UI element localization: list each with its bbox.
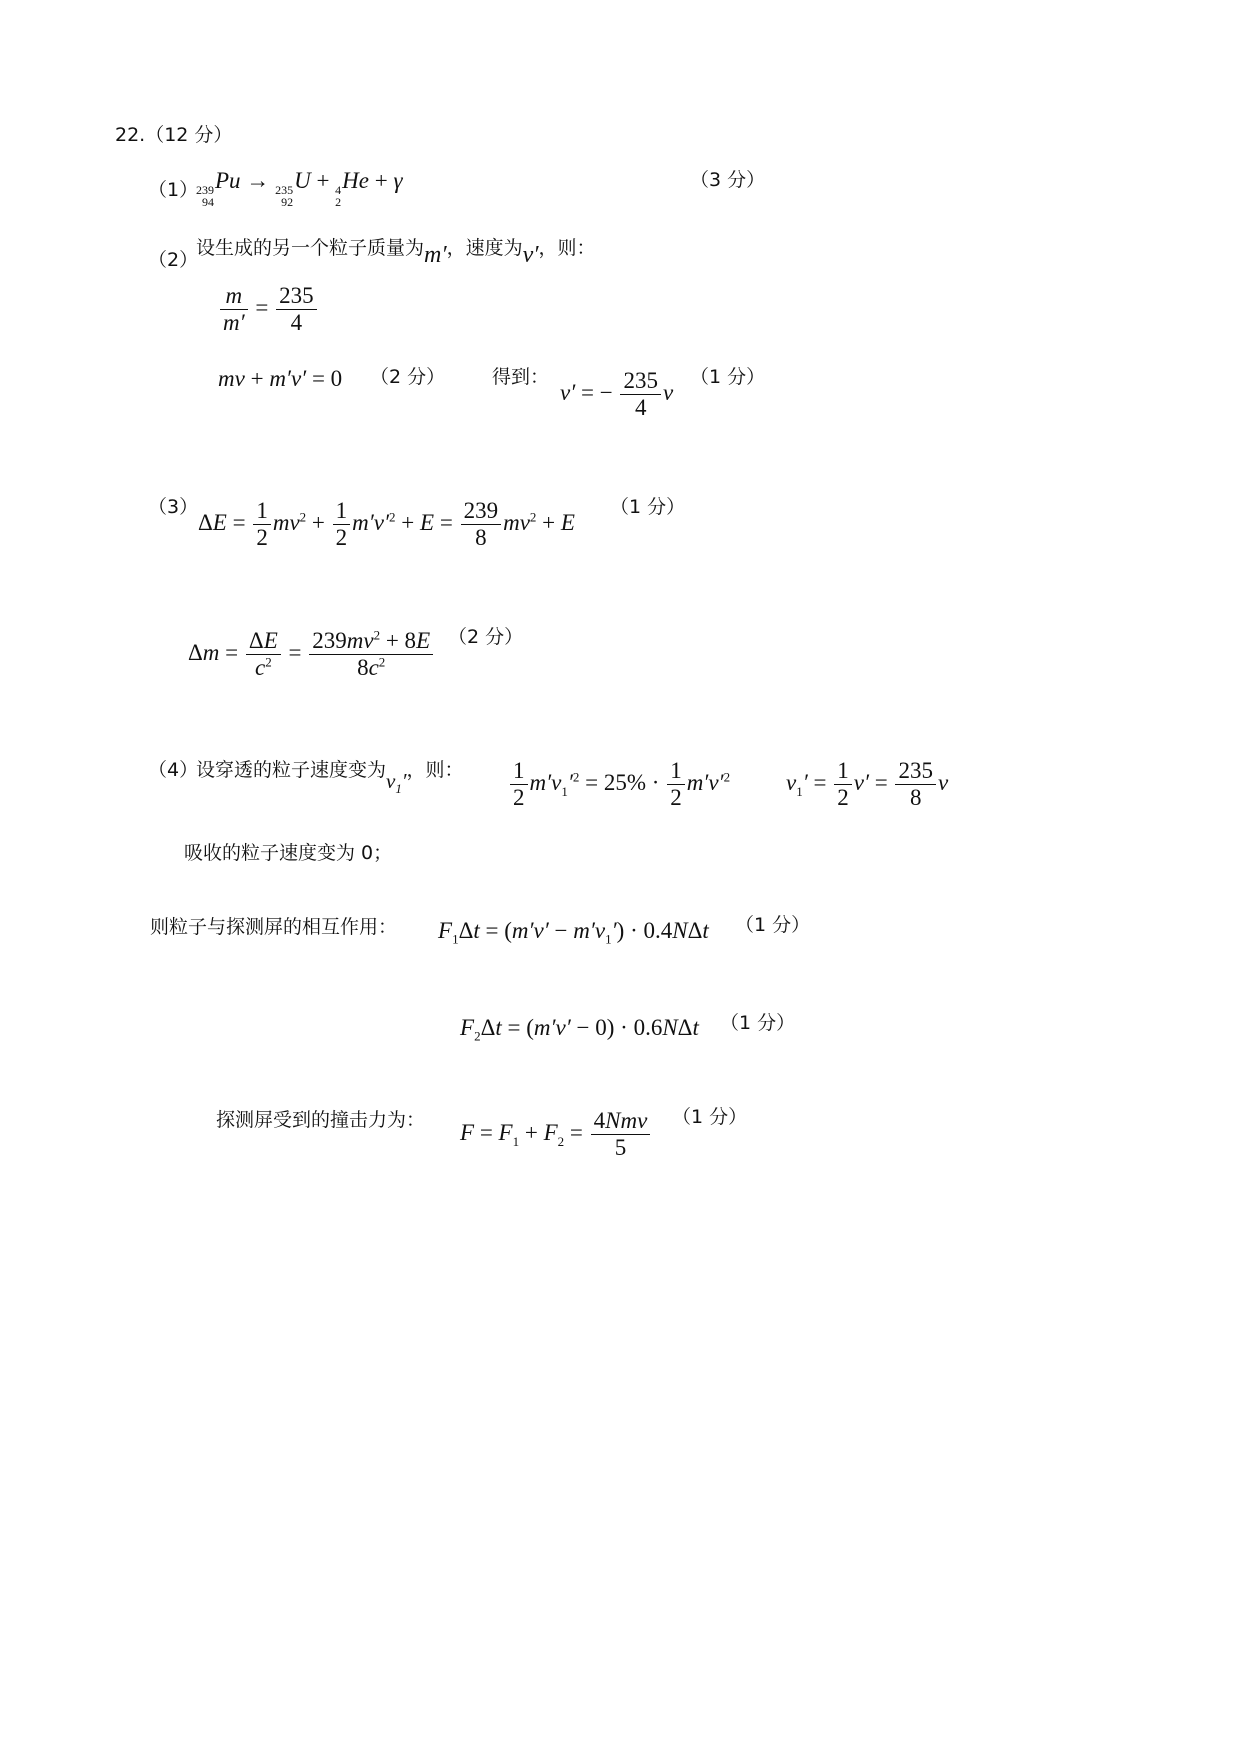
part4-kinetic: $\frac{1}{2}$ $m'v_1'^2 = 25\%$ · $\frac{1}{2}$ $m'v'^2$ [508, 758, 730, 812]
part2-momentum-score: （2 分） [370, 366, 446, 388]
part2-intro-text: 设生成的另一个粒子质量为 [196, 237, 425, 259]
part4-label: （4） [148, 759, 199, 781]
part2-result-score: （1 分） [690, 366, 766, 388]
part3-mass: Δm = $\frac{\Delta E}{c^2}$ = $\frac{239mv^2 + 8E}{8c^2}$ [188, 628, 435, 682]
part3-label: （3） [148, 496, 199, 518]
part4-force-score: （1 分） [672, 1106, 748, 1128]
part1-score: （3 分） [690, 169, 766, 191]
problem-header: 22.（12 分） [115, 124, 233, 146]
part4-intro-text: 设穿透的粒子速度变为 [196, 759, 387, 781]
part2-result: v′ = − $\frac{235}{4}$ v [560, 368, 674, 421]
part2-result-label: 得到： [492, 366, 550, 388]
part4-intro-end: ，则： [406, 759, 464, 781]
part2-label: （2） [148, 249, 199, 271]
part4-force: $F = F_1 + F_2$ = $\frac{\text{4Nmv}}{5}$ [460, 1108, 652, 1162]
part2-ratio: $\frac{m}{m'}$ = $\frac{235}{4}$ [218, 283, 319, 337]
part4-intro-var: $v_1'$ [386, 769, 407, 797]
part4-interaction-label: 则粒子与探测屏的相互作用： [150, 916, 398, 938]
part2-momentum: mv + m′v′ = 0 [218, 366, 343, 391]
part3-mass-score: （2 分） [448, 626, 524, 648]
part2-intro-end: ，则： [538, 237, 596, 259]
part4-speed: $v_1'$ = $\frac{1}{2}$ v′ = $\frac{235}{8}$ v [786, 758, 949, 811]
part1-label: （1） [148, 179, 199, 201]
part2-intro-var-v: v′ [522, 242, 539, 268]
part4-f2: $F_2\Delta t = (m'v' - 0) \cdot 0.6N\Delta t$ [460, 1015, 699, 1044]
part2-intro [196, 233, 596, 269]
part4-absorbed: 吸收的粒子速度变为 0； [184, 842, 393, 864]
part2-intro-var-m: m′ [424, 242, 447, 268]
part1-equation: 239 94 Pu → 235 92 U + 4 2 He + γ [196, 168, 403, 209]
part4-intro [196, 755, 463, 797]
part4-f1: $F_1\Delta t = (m'v' - m'v_1') \cdot 0.4N\Delta t$ [438, 918, 709, 947]
part4-f2-score: （1 分） [720, 1012, 796, 1034]
part4-f1-score: （1 分） [735, 914, 811, 936]
part3-energy-score: （1 分） [610, 496, 686, 518]
part2-intro-mid: ，速度为 [446, 237, 523, 259]
part3-energy: ΔE = $\frac{1}{2}$ $mv^2$ + $\frac{1}{2}$ $m'v'^2 + E$ = $\frac{239}{8}$ $mv^2 + E$ [198, 498, 575, 551]
part4-force-label: 探测屏受到的撞击力为： [216, 1109, 426, 1131]
